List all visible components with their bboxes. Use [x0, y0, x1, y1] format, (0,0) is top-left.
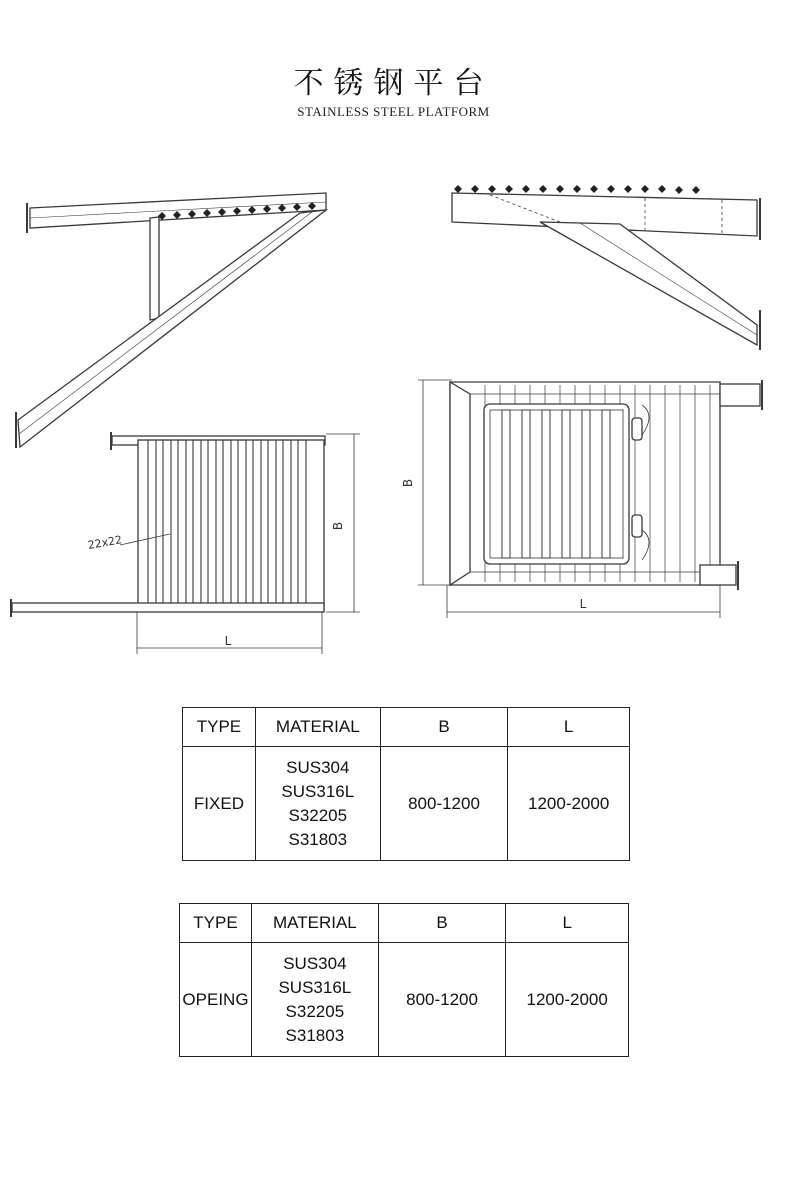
fixed-side-view [16, 193, 326, 448]
header-type: TYPE [180, 904, 252, 943]
page-title: 不锈钢平台 [293, 66, 494, 101]
opening-l-dimension-label: L [579, 597, 587, 611]
type-cell: FIXED [183, 747, 256, 861]
l-cell: 1200-2000 [506, 943, 629, 1057]
material-item: SUS316L [281, 781, 355, 801]
table-row [180, 943, 629, 1057]
material-cell [255, 747, 380, 861]
page-subtitle: STAINLESS STEEL PLATFORM [297, 104, 490, 119]
b-cell: 800-1200 [380, 747, 508, 861]
l-cell: 1200-2000 [508, 747, 630, 861]
opening-spec-table [179, 903, 629, 1057]
header-b: B [380, 708, 508, 747]
header-type: TYPE [183, 708, 256, 747]
material-item: S32205 [288, 805, 348, 825]
material-item: SUS316L [278, 977, 352, 997]
material-item: SUS304 [283, 953, 347, 973]
header-material: MATERIAL [251, 904, 378, 943]
table-header-row [180, 904, 629, 943]
fixed-b-dimension-label: B [331, 521, 345, 531]
material-item: S31803 [285, 1025, 345, 1045]
material-cell [251, 943, 378, 1057]
header-l: L [506, 904, 629, 943]
fixed-l-dimension-label: L [224, 634, 232, 648]
table-header-row [183, 708, 630, 747]
header-b: B [378, 904, 506, 943]
bar-size-label: 22x22 [86, 533, 124, 553]
material-item: S31803 [288, 829, 348, 849]
opening-b-dimension-label: B [401, 478, 415, 488]
fixed-spec-table [182, 707, 630, 861]
material-item: S32205 [285, 1001, 345, 1021]
fixed-plan-view [11, 432, 360, 654]
header-l: L [508, 708, 630, 747]
material-item: SUS304 [286, 757, 350, 777]
b-cell: 800-1200 [378, 943, 506, 1057]
table-row [183, 747, 630, 861]
opening-side-view [452, 185, 760, 350]
header-material: MATERIAL [255, 708, 380, 747]
type-cell: OPEING [180, 943, 252, 1057]
opening-plan-view [418, 380, 762, 618]
